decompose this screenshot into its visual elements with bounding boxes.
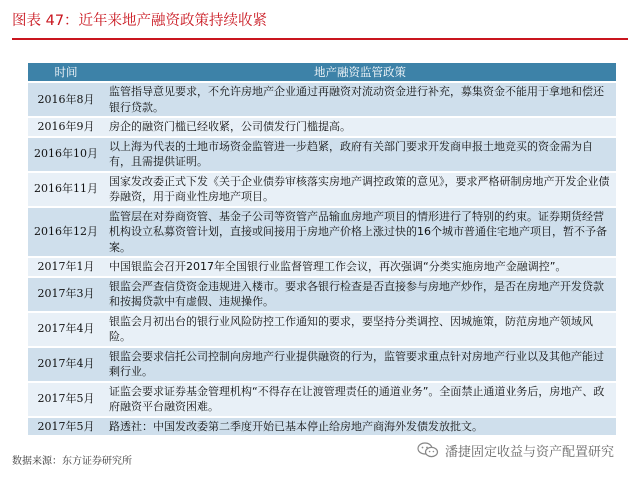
row-policy: 监管层在对券商资管、基金子公司等资管产品输血房地产项目的情形进行了特别的约束。证券期货经营机构设立私募资管计划，直接或间接用于房地产价格上涨过快的16个城市普通住宅地产项目，暂不予备案。: [104, 207, 616, 258]
row-date: 2016年12月: [28, 207, 104, 258]
table-row: [28, 277, 616, 312]
row-date: 2016年8月: [28, 82, 104, 117]
row-policy: 房企的融资门槛已经收紧，公司债发行门槛提高。: [104, 117, 616, 137]
figure-title: 图表 47：近年来地产融资政策持续收紧: [12, 13, 268, 29]
table-row: [28, 172, 616, 207]
table-row: [28, 207, 616, 258]
row-date: 2016年9月: [28, 117, 104, 137]
row-date: 2017年1月: [28, 257, 104, 277]
watermark-text: 潘捷固定收益与资产配置研究: [444, 444, 614, 460]
table-row: [28, 347, 616, 382]
row-policy: 银监会月初出台的银行业风险防控工作通知的要求，要坚持分类调控、因城施策，防范房地产领域风险。: [104, 312, 616, 347]
row-policy: 银监会要求信托公司控制向房地产行业提供融资的行为，监管要求重点针对房地产行业以及其他产能过剩行业。: [104, 347, 616, 382]
row-date: 2016年10月: [28, 137, 104, 172]
wechat-icon: [417, 442, 439, 458]
table-header-row: [28, 63, 616, 82]
row-policy: 证监会要求证券基金管理机构“不得存在让渡管理责任的通道业务”。全面禁止通道业务后，房地产、政府融资平台融资困难。: [104, 382, 616, 417]
watermark: [417, 440, 614, 460]
row-date: 2016年11月: [28, 172, 104, 207]
row-date: 2017年4月: [28, 347, 104, 382]
row-policy: 中国银监会召开2017年全国银行业监督管理工作会议，再次强调“分类实施房地产金融调控”。: [104, 257, 616, 277]
row-policy: 以上海为代表的土地市场资金监管进一步趋紧，政府有关部门要求开发商申报土地竞买的资金需为自有，且需提供证明。: [104, 137, 616, 172]
policy-table: [28, 63, 616, 437]
table-row: [28, 82, 616, 117]
table-row: [28, 417, 616, 437]
table-row: [28, 312, 616, 347]
header-policy: 地产融资监管政策: [104, 63, 616, 82]
header-date: 时间: [28, 63, 104, 82]
row-date: 2017年5月: [28, 382, 104, 417]
table-row: [28, 382, 616, 417]
row-date: 2017年4月: [28, 312, 104, 347]
row-policy: 路透社：中国发改委第二季度开始已基本停止给房地产商海外发债发放批文。: [104, 417, 616, 437]
source-note: 数据来源：东方证券研究所: [12, 456, 132, 467]
table-row: [28, 117, 616, 137]
row-date: 2017年3月: [28, 277, 104, 312]
row-policy: 银监会严查信贷资金违规进入楼市。要求各银行检查是否直接参与房地产炒作，是否在房地产开发贷款和按揭贷款中有虚假、违规操作。: [104, 277, 616, 312]
row-date: 2017年5月: [28, 417, 104, 437]
table-row: [28, 137, 616, 172]
row-policy: 国家发改委正式下发《关于企业债券审核落实房地产调控政策的意见》，要求严格研制房地产开发企业债券融资，用于商业性房地产项目。: [104, 172, 616, 207]
row-policy: 监管指导意见要求，不允许房地产企业通过再融资对流动资金进行补充，募集资金不能用于拿地和偿还银行贷款。: [104, 82, 616, 117]
title-underline: [12, 38, 628, 40]
table-row: [28, 257, 616, 277]
